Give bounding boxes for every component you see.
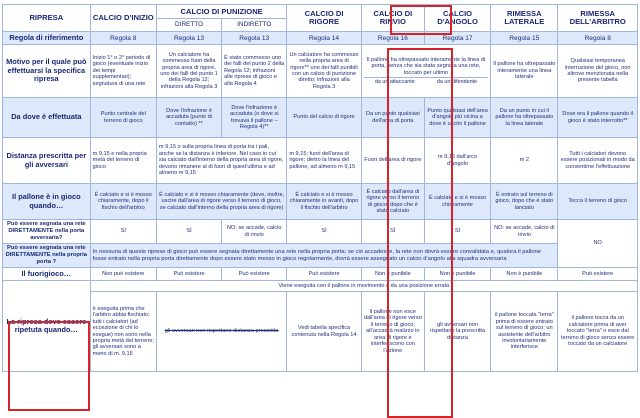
sub-split bbox=[364, 77, 488, 85]
row-label: Può essere segnata una rete DIRETTAMENTE nella propria porta ? bbox=[3, 244, 91, 268]
cell: È calciato dall'area di rigore verso il terreno di gioco, dopo che è stato calciato bbox=[361, 184, 424, 220]
cell: m 9,15 e nella propria metà del terreno di gioco bbox=[90, 138, 156, 184]
cell: È calciato e si è mosso chiaramente (deve, inoltre, uscire dall'area di rigore verso il terreno di gioco, se calciato dall'interno della propria area di rigore) bbox=[156, 184, 286, 220]
header-indiretto: INDIRETTO bbox=[222, 19, 287, 32]
cell: Regola 8 bbox=[90, 32, 156, 45]
cell: Regola 8 bbox=[558, 32, 638, 45]
cell: Dove era il pallone quando il gioco è stato interrotto** bbox=[558, 98, 638, 138]
cell: il pallone toccata "terra" prima di essere entrato sul terreno di gioco; un assistente dell'arbitro involontariamente interferisce bbox=[491, 292, 558, 372]
cell-sub: da un attaccante bbox=[374, 78, 415, 85]
cell: Può esistere bbox=[156, 268, 221, 281]
note-cell: In nessuna di queste riprese di gioco può essere segnata direttamente una rete nella propria porta; se ciò accadesse, la rete non dovrà essere convalidata e, qualora il pallone fosse entrato nella propria porta direttamente dopo essere stato messo in gioco regolarmente, dovrà essere assegnato un calcio d'angolo alla squadra avversaria bbox=[90, 244, 558, 268]
cell: SÌ bbox=[156, 220, 221, 244]
cell: Regola 16 bbox=[361, 32, 424, 45]
header-rimessa-arbitro: RIMESSA DELL'ARBITRO bbox=[558, 5, 638, 32]
cell: il pallone non esce dall'area di rigore verso il terreno di gioco; all'accadrà realizzo in area di rigore e interferiscono con l'azione bbox=[361, 292, 424, 372]
cell: m 9,15; fuori dell'area di rigore; dietro la linea del pallone, ad almeno m 9,15 bbox=[287, 138, 361, 184]
cell: Dove l'infrazione è accaduta (punto di contatto) ** bbox=[156, 98, 221, 138]
row-distanza bbox=[3, 138, 638, 184]
cell-rinvio-angolo bbox=[361, 45, 490, 98]
header-row bbox=[3, 5, 638, 19]
cell: Regola 13 bbox=[222, 32, 287, 45]
cell: m 2 bbox=[491, 138, 558, 184]
cell: m 9,15 dall'arco d'angolo bbox=[424, 138, 490, 184]
header-rimessa-laterale: RIMESSA LATERALE bbox=[491, 5, 558, 32]
restart-rules-table bbox=[2, 4, 638, 372]
cell: Non è punibile bbox=[424, 268, 490, 281]
cell: Può esistere bbox=[287, 268, 361, 281]
cell: NO: se accade, calcio di rinvio bbox=[222, 220, 287, 244]
cell: È calciato e si è mosso chiaramente bbox=[424, 184, 490, 220]
cell: Fuori dell'area di rigore bbox=[361, 138, 424, 184]
row-label: Il fuorigioco… bbox=[3, 268, 91, 281]
row-label: Motivo per il quale può effettuarsi la specifica ripresa bbox=[3, 45, 91, 98]
cell: Vedi tabella specifica contenuta nella Regola 14 bbox=[287, 292, 361, 372]
cell: Qualsiasi temporanea interruzione del gioco, non altrove menzionata nella presente tabella bbox=[558, 45, 638, 98]
row-label: Regola di riferimento bbox=[3, 32, 91, 45]
row-regola bbox=[3, 32, 638, 45]
row-ripetuta-banner bbox=[3, 281, 638, 292]
row-label: La ripresa deve essere ripetuta quando… bbox=[3, 281, 91, 372]
cell: È calciato e si è mosso chiaramente in avanti, dopo il fischio dell'arbitro bbox=[287, 184, 361, 220]
row-in-gioco bbox=[3, 184, 638, 220]
cell: Non può esistere bbox=[90, 268, 156, 281]
cell: il pallone tocca da un calciatore prima di aver toccato "terra" o esce dal terreno di gioco senza essere toccato da un calciatore bbox=[558, 292, 638, 372]
cell: Può esistere bbox=[558, 268, 638, 281]
cell: Un calciatore ha commesso nella propria area di rigore** uno dei falli punibili con un calcio di punizione diretto; infrazioni alla Regola 3 bbox=[287, 45, 361, 98]
cell: SÌ bbox=[90, 220, 156, 244]
cell: gli avversari non rispettano distanza prescritta bbox=[156, 292, 286, 372]
row-label: Può essere segnata una rete DIRETTAMENTE nella porta avversaria? bbox=[3, 220, 91, 244]
cell: È entrato sul terreno di gioco, dopo che è stato lanciato bbox=[491, 184, 558, 220]
header-calcio-rigore: CALCIO DI RIGORE bbox=[287, 5, 361, 32]
cell: Non è punibile bbox=[491, 268, 558, 281]
cell: Da un punto in cui il pallone ha oltrepassato la linea laterale bbox=[491, 98, 558, 138]
cell: Punto centrale del terreno di gioco bbox=[90, 98, 156, 138]
row-label: Distanza prescritta per gli avversari bbox=[3, 138, 91, 184]
row-label: Il pallone è in gioco quando… bbox=[3, 184, 91, 220]
cell: Regola 17 bbox=[424, 32, 490, 45]
cell: Regola 15 bbox=[491, 32, 558, 45]
cell: Punto qualsiasi dell'area d'angolo più vicina a dove è uscito il pallone bbox=[424, 98, 490, 138]
cell: Può esistere bbox=[222, 268, 287, 281]
cell: Punto del calcio di rigore bbox=[287, 98, 361, 138]
cell: Non è punibile bbox=[361, 268, 424, 281]
row-label: Da dove è effettuata bbox=[3, 98, 91, 138]
cell: Da un punto qualsiasi dell'area di porta bbox=[361, 98, 424, 138]
cell: Dove l'infrazione è accaduta (o dove si trovava il pallone – Regola 4)** bbox=[222, 98, 287, 138]
header-calcio-inizio: CALCIO D'INIZIO bbox=[90, 5, 156, 32]
row-rete-avversaria bbox=[3, 220, 638, 244]
cell-sub: da un difendente bbox=[436, 78, 478, 85]
cell: È stato commesso uno dei falli del punto 2 della Regola 12; infrazioni alle riprese di gioco e alla Regola 4 bbox=[222, 45, 287, 98]
cell: SÌ bbox=[287, 220, 361, 244]
header-diretto: DIRETTO bbox=[156, 19, 221, 32]
cell: Un calciatore ha commesso fuori della propria area di rigore, uno dei falli del punto 1 della Regola 12; infrazioni alla Regola 3 bbox=[156, 45, 221, 98]
cell: Il pallone ha oltrepassato interamente una linea laterale bbox=[491, 45, 558, 98]
cell: Tocca il terreno di gioco bbox=[558, 184, 638, 220]
row-motivo bbox=[3, 45, 638, 98]
row-fuorigioco bbox=[3, 268, 638, 281]
cell: NO bbox=[558, 220, 638, 268]
cell: Regola 13 bbox=[156, 32, 221, 45]
cell-text: Il pallone ha oltrepassato interamente la linea di porta, senza che sia stata segnata una rete, toccato per ultimo bbox=[366, 56, 486, 76]
header-calcio-angolo: CALCIO D'ANGOLO bbox=[424, 5, 490, 32]
header-ripresa: RIPRESA bbox=[3, 5, 91, 32]
cell: NO: se accade, calcio di rinvio bbox=[491, 220, 558, 244]
cell: Inizio 1° o 2° periodo di gioco (eventuale inizio dei tempi supplementari); segnatura di una rete bbox=[90, 45, 156, 98]
cell: è eseguita prima che l'arbitro abbia fischiato; tutti i calciatori (ad eccezione di chi lo esegue) non sono nella propria metà del terreno; gli avversari sono a meno di m. 9,15 bbox=[90, 292, 156, 372]
header-calcio-punizione: CALCIO DI PUNIZIONE bbox=[156, 5, 286, 19]
row-dove bbox=[3, 98, 638, 138]
cell: SÌ bbox=[361, 220, 424, 244]
cell: Tutti i calciatori devono essere posizionati in modo da consentirne l'effettuazione bbox=[558, 138, 638, 184]
cell: Regola 14 bbox=[287, 32, 361, 45]
row-rete-propria bbox=[3, 244, 638, 268]
cell: È calciato e si è mosso chiaramente, dopo il fischio dell'arbitro bbox=[90, 184, 156, 220]
banner-cell: Viene eseguita con il pallone in movimento o da una posizione errata bbox=[90, 281, 637, 292]
cell: gli avversari non rispettano la prescritta distanza bbox=[424, 292, 490, 372]
row-ripetuta bbox=[3, 292, 638, 372]
cell: SÌ bbox=[424, 220, 490, 244]
header-calcio-rinvio: CALCIO DI RINVIO bbox=[361, 5, 424, 32]
cell: m 9,15 o sulla propria linea di porta tra i pali, anche se la distanza è inferiore. Nel caso in cui sia calciato dall'interno della propria area di rigore, devono rimanere al di fuori di quest'ultima e ad almeno m 9,15 bbox=[156, 138, 286, 184]
